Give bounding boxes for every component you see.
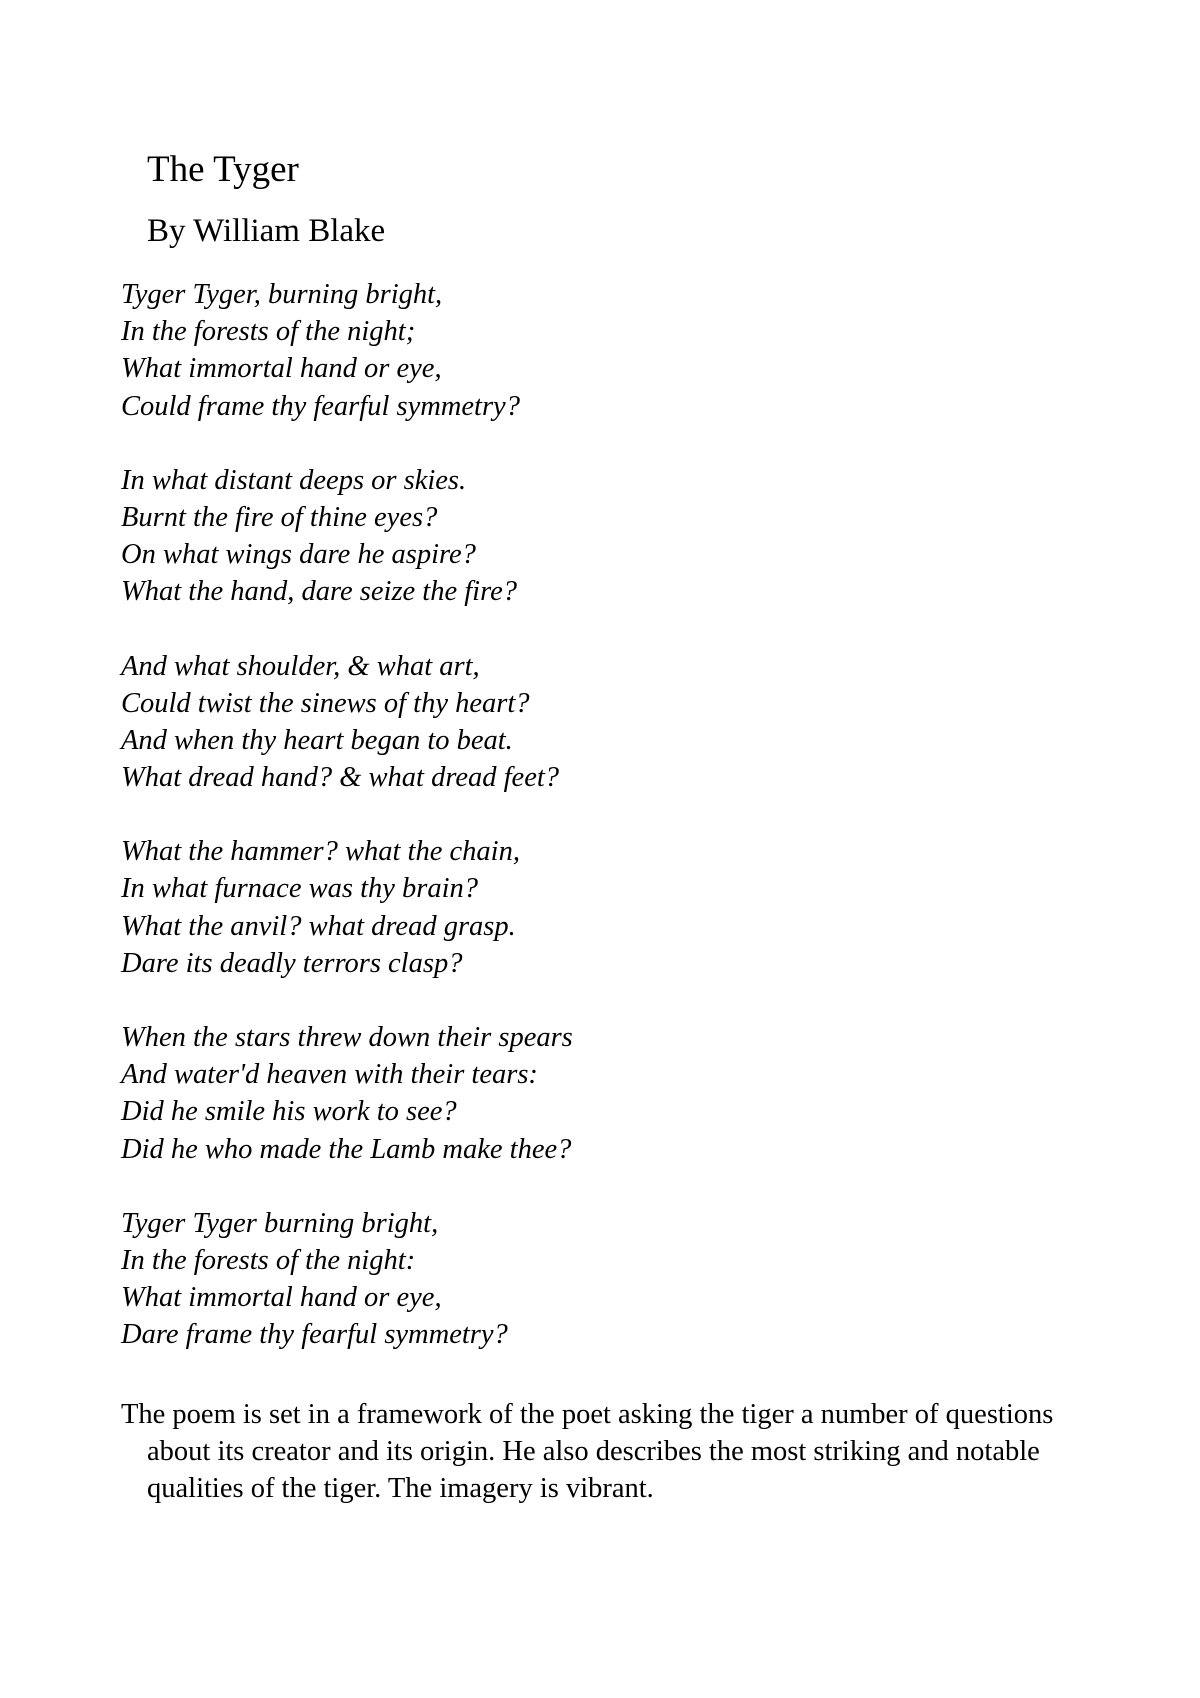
poem-line: And what shoulder, & what art, bbox=[121, 650, 480, 682]
poem-title: The Tyger bbox=[147, 149, 299, 190]
stanza bbox=[121, 1019, 821, 1168]
poem-line: What immortal hand or eye, bbox=[121, 353, 442, 385]
poem-line: In what distant deeps or skies. bbox=[121, 464, 467, 496]
poem-line: Did he smile his work to see? bbox=[121, 1096, 457, 1128]
poem-line: And water'd heaven with their tears: bbox=[121, 1059, 538, 1091]
poem-line: When the stars threw down their spears bbox=[121, 1022, 573, 1053]
poem-line: On what wings dare he aspire? bbox=[121, 539, 476, 571]
poem-line: What dread hand? & what dread feet? bbox=[121, 762, 560, 794]
stanza bbox=[121, 648, 821, 797]
stanza bbox=[121, 462, 821, 611]
poem-line: Could twist the sinews of thy heart? bbox=[121, 687, 530, 719]
poem-line: Did he who made the Lamb make thee? bbox=[121, 1133, 572, 1165]
poem-author: By William Blake bbox=[147, 213, 386, 249]
stanza bbox=[121, 276, 821, 425]
poem-line: In the forests of the night: bbox=[121, 1244, 416, 1276]
poem-line: In what furnace was thy brain? bbox=[121, 873, 479, 905]
poem-line: Dare frame thy fearful symmetry? bbox=[121, 1319, 508, 1351]
poem-line: And when thy heart began to beat. bbox=[121, 724, 513, 756]
poem-line: What the anvil? what dread grasp. bbox=[121, 910, 516, 942]
poem-body bbox=[121, 276, 821, 1391]
poem-line: What the hammer? what the chain, bbox=[121, 836, 520, 868]
poem-line: Burnt the fire of thine eyes? bbox=[121, 501, 438, 533]
poem-line: In the forests of the night; bbox=[121, 316, 416, 348]
poem-line: Dare its deadly terrors clasp? bbox=[121, 947, 463, 979]
stanza bbox=[121, 1205, 821, 1354]
poem-line: What the hand, dare seize the fire? bbox=[121, 576, 518, 608]
commentary-paragraph: The poem is set in a framework of the poet asking the tiger a number of questions about its creator and its origin. He also describes the most striking and notable qualities of the tiger. The imagery is vibrant. bbox=[121, 1399, 1054, 1504]
stanza bbox=[121, 833, 821, 982]
poem-line: What immortal hand or eye, bbox=[121, 1282, 442, 1314]
poem-line: Tyger Tyger, burning bright, bbox=[121, 279, 443, 310]
poem-line: Could frame thy fearful symmetry? bbox=[121, 390, 520, 422]
poem-line: Tyger Tyger burning bright, bbox=[121, 1207, 439, 1239]
